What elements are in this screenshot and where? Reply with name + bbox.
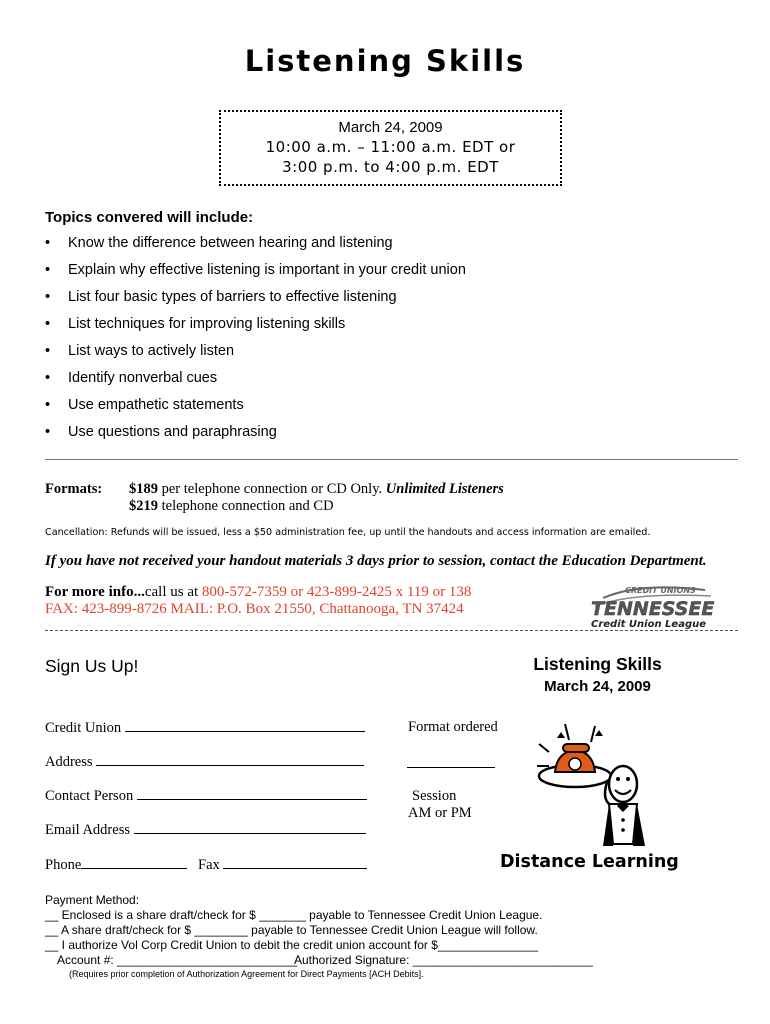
- tennessee-credit-union-league-logo: [585, 584, 715, 632]
- page-title: Listening Skills: [244, 44, 526, 78]
- bullet-icon: •: [45, 424, 51, 440]
- payment-option-enclosed[interactable]: __ Enclosed is a share draft/check for $ _______ payable to Tennessee Credit Union League.: [45, 908, 543, 922]
- phone-input[interactable]: [81, 856, 187, 869]
- topic-item: • Know the difference between hearing and listening: [45, 230, 466, 257]
- topics-list: [45, 230, 466, 446]
- format-ordered-label: Format ordered: [408, 719, 498, 735]
- topic-item: • List ways to actively listen: [45, 338, 466, 365]
- logo-top-text: CREDIT UNIONS: [625, 586, 696, 595]
- logo-main-text: TENNESSEE: [591, 598, 715, 620]
- topic-item: • Identify nonverbal cues: [45, 365, 466, 392]
- payment-heading: Payment Method:: [45, 893, 140, 907]
- payment-option-debit[interactable]: __ I authorize Vol Corp Credit Union to debit the credit union account for $_______________: [45, 938, 539, 952]
- course-date: March 24, 2009: [544, 678, 651, 695]
- authorized-signature-field[interactable]: Authorized Signature: ___________________________: [294, 953, 593, 967]
- date-box: [219, 110, 562, 186]
- contact-person-field[interactable]: Contact Person: [45, 787, 367, 805]
- bullet-icon: •: [45, 289, 51, 305]
- bullet-icon: •: [45, 235, 51, 251]
- bullet-icon: •: [45, 370, 51, 386]
- contact-person-input[interactable]: [137, 787, 367, 800]
- am-pm-label: AM or PM: [408, 805, 472, 821]
- payment-option-follow[interactable]: __ A share draft/check for $ ________ payable to Tennessee Credit Union League will follow.: [45, 923, 538, 937]
- handout-notice: If you have not received your handout materials 3 days prior to session, contact the Education Department.: [45, 553, 707, 569]
- fax-mail-line: FAX: 423-899-8726 MAIL: P.O. Box 21550, Chattanooga, TN 37424: [45, 601, 464, 617]
- bullet-icon: •: [45, 343, 51, 359]
- format-option-1: $189 per telephone connection or CD Only. Unlimited Listeners: [129, 481, 504, 497]
- waiter-telephone-illustration: [535, 722, 660, 850]
- formats-label: Formats:: [45, 481, 103, 497]
- account-number-field[interactable]: Account #: ___________________________: [57, 953, 298, 967]
- credit-union-field[interactable]: Credit Union: [45, 719, 365, 737]
- topic-item: • Explain why effective listening is important in your credit union: [45, 257, 466, 284]
- distance-learning-label: Distance Learning: [500, 852, 679, 872]
- address-input[interactable]: [96, 753, 364, 766]
- topic-item: • List techniques for improving listening skills: [45, 311, 466, 338]
- ach-note: (Requires prior completion of Authorization Agreement for Direct Payments [ACH Debits].: [69, 969, 424, 979]
- topics-heading: Topics convered will include:: [45, 209, 254, 226]
- phone-numbers: 800-572-7359 or 423-899-2425 x 119 or 138: [201, 584, 472, 600]
- cancellation-policy: Cancellation: Refunds will be issued, less a $50 administration fee, up until the handouts and access information are emailed.: [45, 527, 651, 538]
- fax-field[interactable]: Fax: [198, 856, 367, 874]
- section-divider: [45, 459, 738, 460]
- format-ordered-input[interactable]: [407, 767, 495, 768]
- email-field[interactable]: Email Address: [45, 821, 366, 839]
- fax-input[interactable]: [223, 856, 367, 869]
- topic-item: • Use empathetic statements: [45, 392, 466, 419]
- address-field[interactable]: Address: [45, 753, 364, 771]
- more-info-line: For more info...call us at 800-572-7359 or 423-899-2425 x 119 or 138: [45, 584, 472, 600]
- logo-bottom-text: Credit Union League: [591, 619, 706, 630]
- cut-line: [45, 630, 738, 631]
- signup-heading: Sign Us Up!: [45, 656, 139, 676]
- format-option-2: $219 telephone connection and CD: [129, 498, 334, 514]
- bullet-icon: •: [45, 262, 51, 278]
- phone-field[interactable]: Phone: [45, 856, 187, 874]
- session-date: March 24, 2009: [338, 119, 443, 136]
- bullet-icon: •: [45, 316, 51, 332]
- course-title: Listening Skills: [533, 654, 662, 674]
- credit-union-input[interactable]: [125, 719, 365, 732]
- topic-item: • List four basic types of barriers to effective listening: [45, 284, 466, 311]
- topic-item: • Use questions and paraphrasing: [45, 419, 466, 446]
- session-label: Session: [412, 788, 457, 804]
- email-input[interactable]: [134, 821, 366, 834]
- session-time-1: 10:00 a.m. – 11:00 a.m. EDT or: [265, 138, 516, 156]
- bullet-icon: •: [45, 397, 51, 413]
- session-time-2: 3:00 p.m. to 4:00 p.m. EDT: [282, 158, 499, 176]
